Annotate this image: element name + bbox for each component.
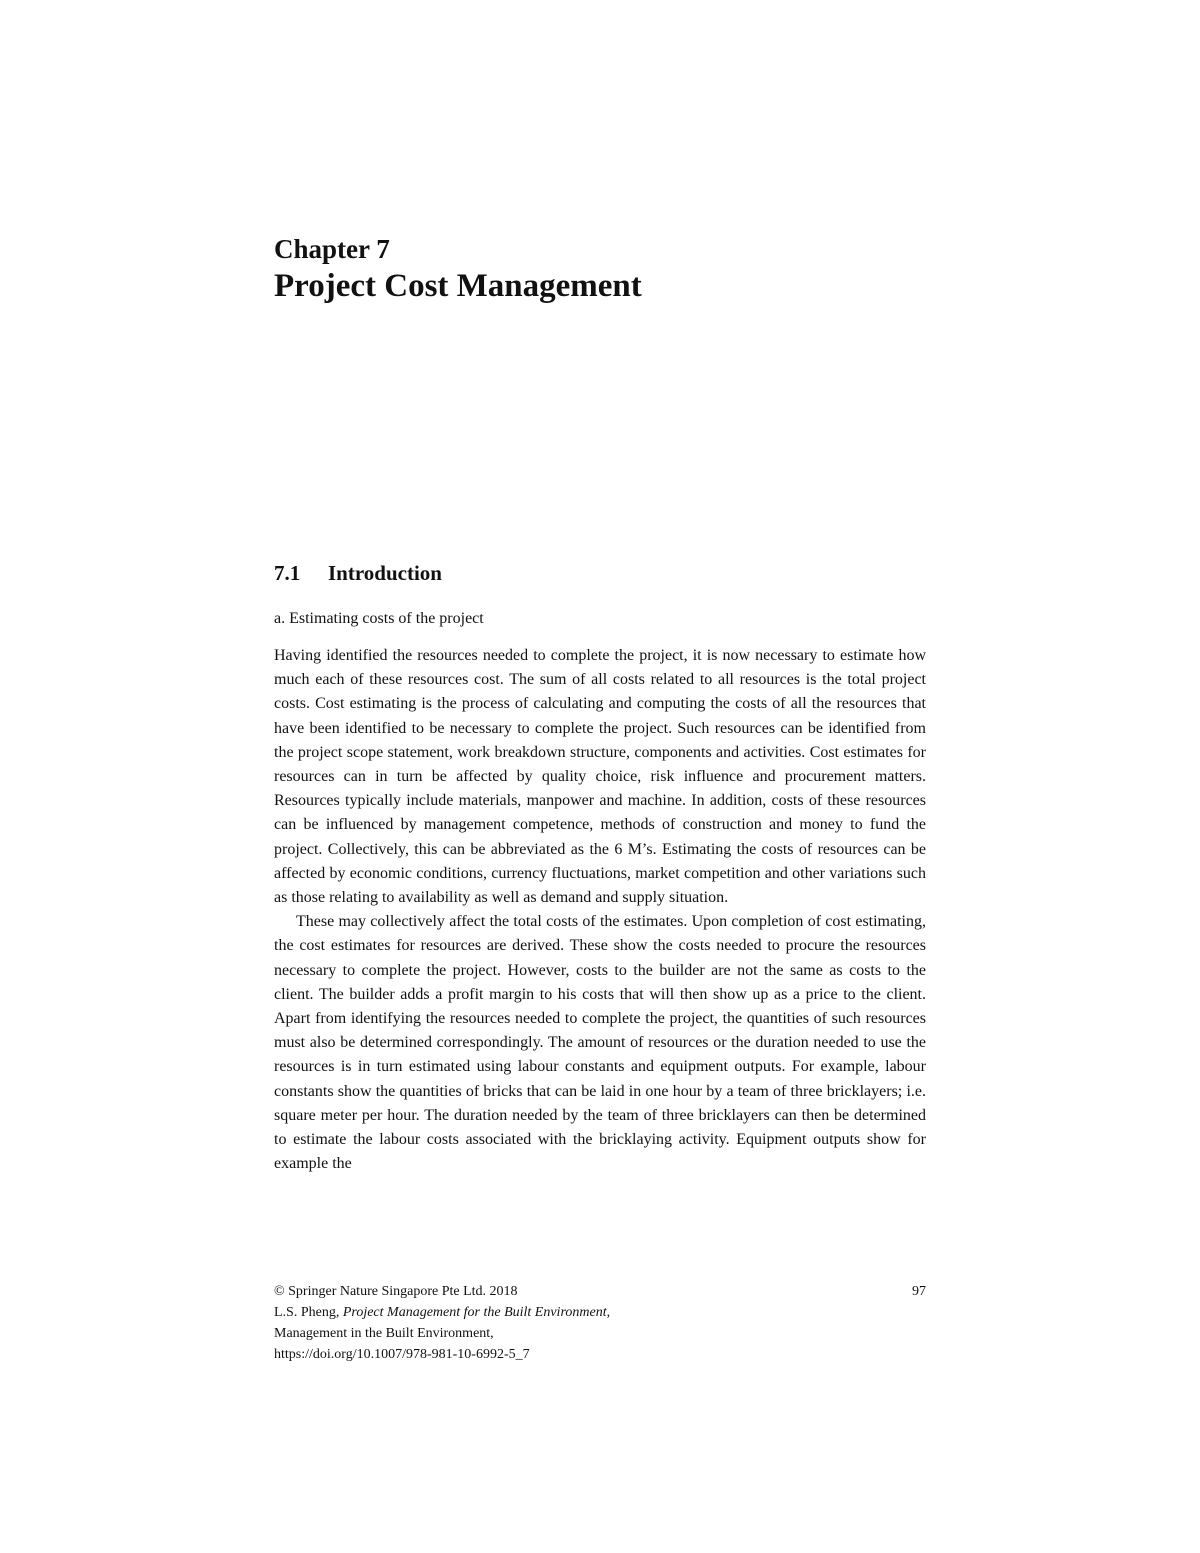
copyright-line: © Springer Nature Singapore Pte Ltd. 2018 xyxy=(274,1284,518,1299)
page-footer xyxy=(274,1281,926,1365)
series-line: Management in the Built Environment, xyxy=(274,1326,494,1341)
section-title: Introduction xyxy=(328,561,442,585)
body-paragraph-1: Having identified the resources needed to complete the project, it is now necessary to estimate how much each of these resources cost. The sum of all costs related to all resources is the total project costs. Cost estimating is the process of calculating and computing the costs of all the resources that have been identified to be necessary to complete the project. Such resources can be identified from the project scope statement, work breakdown structure, components and activities. Cost estimates for resources can in turn be affected by quality choice, risk influence and procurement matters. Resources typically include materials, manpower and machine. In addition, costs of these resources can be influenced by management competence, methods of construction and money to fund the project. Collectively, this can be abbreviated as the 6 M’s. Estimating the costs of resources can be affected by economic conditions, currency fluctuations, market competition and other variations such as those relating to availability as well as demand and supply situation. xyxy=(274,647,926,907)
section-introduction xyxy=(274,558,926,1176)
doi-link[interactable]: https://doi.org/10.1007/978-981-10-6992-5_7 xyxy=(274,1347,530,1362)
chapter-label: Chapter 7 xyxy=(274,234,390,264)
section-number: 7.1 xyxy=(274,561,301,585)
chapter-title: Project Cost Management xyxy=(274,268,642,304)
body-paragraph-2: These may collectively affect the total costs of the estimates. Upon completion of cost estimating, the cost estimates for resources are derived. These show the costs needed to procure the resources necessary to complete the project. However, costs to the builder are not the same as costs to the client. The builder adds a profit margin to his costs that will then show up as a price to the client. Apart from identifying the resources needed to complete the project, the quantities of such resources must also be determined correspondingly. The amount of resources or the duration needed to use the resources is in turn estimated using labour constants and equipment outputs. For example, labour constants show the quantities of bricks that can be laid in one hour by a team of three bricklayers; i.e. square meter per hour. The duration needed by the team of three bricklayers can then be determined to estimate the labour costs associated with the bricklaying activity. Equipment outputs show for example the xyxy=(274,913,926,1173)
subheading: a. Estimating costs of the project xyxy=(274,610,484,627)
book-title: Project Management for the Built Environment xyxy=(342,1305,607,1320)
chapter-heading xyxy=(274,232,934,306)
page-number: 97 xyxy=(912,1284,926,1299)
citation-line xyxy=(274,1302,926,1323)
section-heading xyxy=(274,558,926,588)
author: L.S. Pheng, xyxy=(274,1305,343,1320)
book-title-suffix: , xyxy=(606,1305,611,1320)
